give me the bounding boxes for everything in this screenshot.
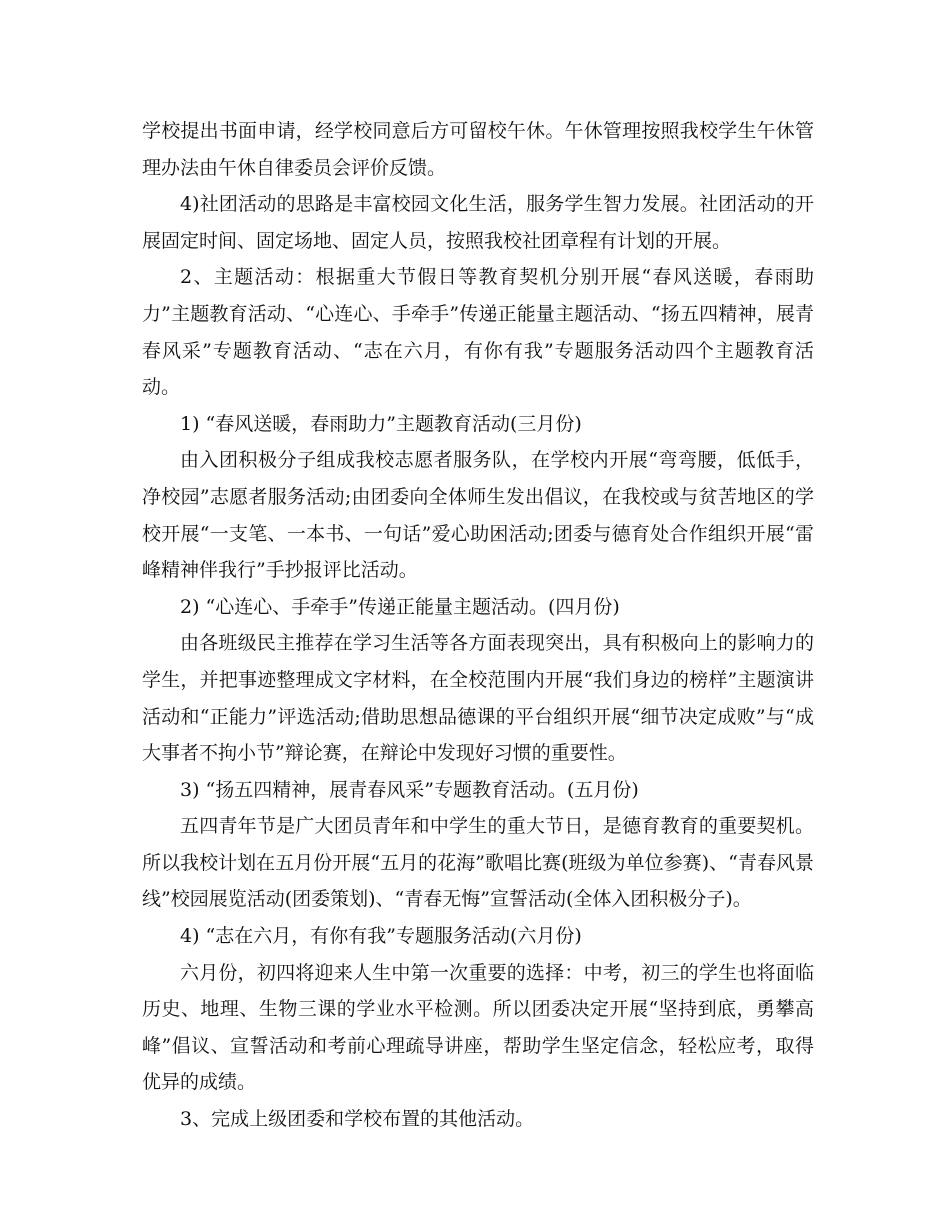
paragraph-4: 1) “春风送暖，春雨助力”主题教育活动(三月份)	[180, 412, 582, 435]
paragraph-1: 学校提出书面申请，经学校同意后方可留校午休。午休管理按照我校学生午休管理办法由午休自律委员会评价反馈。	[142, 120, 814, 179]
paragraph-5: 由入团积极分子组成我校志愿者服务队，在学校内开展“弯弯腰，低低手，净校园”志愿者服务活动;由团委向全体师生发出倡议，在我校或与贫苦地区的学校开展“一支笔、一本书、一句话”爱心助困活动;团委与德育处合作组织开展“雷峰精神伴我行”手抄报评比活动。	[142, 449, 814, 582]
paragraph-7: 由各班级民主推荐在学习生活等各方面表现突出，具有积极向上的影响力的学生，并把事迹整理成文字材料，在全校范围内开展“我们身边的榜样”主题演讲活动和“正能力”评选活动;借助思想品德课的平台组织开展“细节决定成败”与“成大事者不拘小节”辩论赛，在辩论中发现好习惯的重要性。	[142, 632, 814, 765]
paragraph-2: 4)社团活动的思路是丰富校园文化生活，服务学生智力发展。社团活动的开展固定时间、固定场地、固定人员，按照我校社团章程有计划的开展。	[142, 193, 814, 252]
paragraph-6: 2) “心连心、手牵手”传递正能量主题活动。(四月份)	[180, 595, 620, 618]
paragraph-9: 五四青年节是广大团员青年和中学生的重大节日，是德育教育的重要契机。所以我校计划在五月份开展“五月的花海”歌唱比赛(班级为单位参赛)、“青春风景线”校园展览活动(团委策划)、“青春无悔”宣誓活动(全体入团积极分子)。	[142, 815, 814, 911]
paragraph-12: 3、完成上级团委和学校布置的其他活动。	[180, 1108, 535, 1131]
paragraph-10: 4) “志在六月，有你有我”专题服务活动(六月份)	[180, 925, 582, 948]
paragraph-11: 六月份，初四将迎来人生中第一次重要的选择：中考，初三的学生也将面临历史、地理、生物三课的学业水平检测。所以团委决定开展“坚持到底，勇攀高峰”倡议、宣誓活动和考前心理疏导讲座，帮助学生坚定信念，轻松应考，取得优异的成绩。	[142, 961, 814, 1094]
paragraph-3: 2、主题活动：根据重大节假日等教育契机分别开展“春风送暖，春雨助力”主题教育活动、“心连心、手牵手”传递正能量主题活动、“扬五四精神，展青春风采”专题教育活动、“志在六月，有你有我”专题服务活动四个主题教育活动。	[142, 266, 814, 399]
paragraph-8: 3) “扬五四精神，展青春风采”专题教育活动。(五月份)	[180, 778, 639, 801]
